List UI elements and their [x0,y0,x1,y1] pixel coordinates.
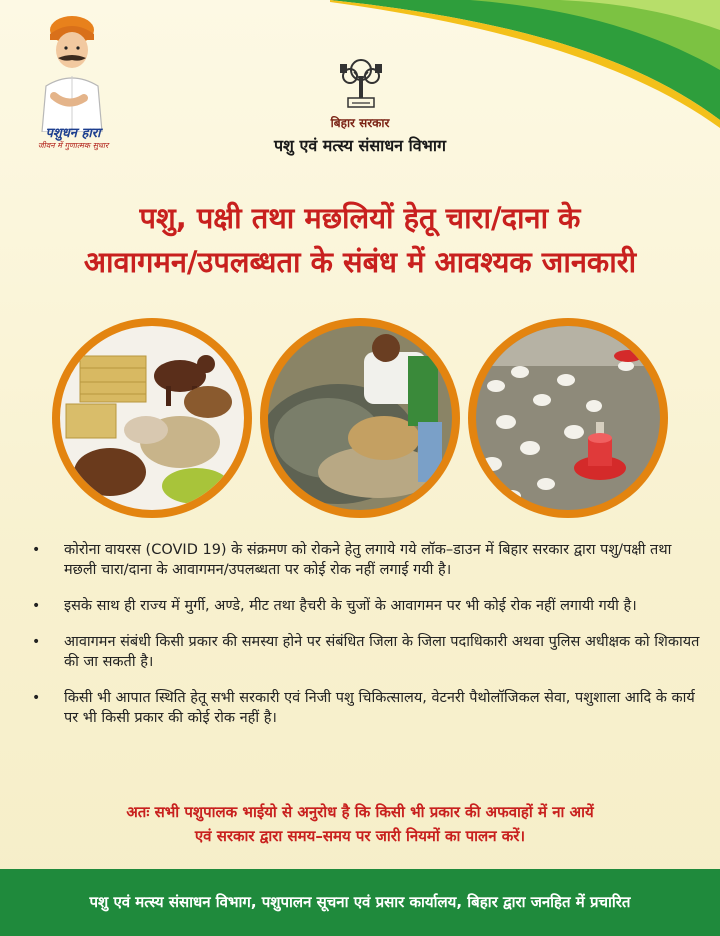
brand-tagline: जीवन में गुणात्मक सुधार [37,141,109,150]
appeal-line-1: अतः सभी पशुपालक भाईयो से अनुरोध है कि किसी भी प्रकार की अफवाहों में ना आयें [126,803,594,821]
fish-feed-photo [260,318,460,518]
brand-block [14,126,132,151]
bullet-item [28,540,700,580]
bullet-text: इसके साथ ही राज्य में मुर्गी, अण्डे, मीट तथा हैचरी के चुजों के आवागमन पर भी कोई रोक नहीं लगायी गयी है। [64,598,637,614]
bullet-item [28,632,700,672]
title-line-2: आवागमन/उपलब्धता के संबंध में आवश्यक जानकारी [83,245,637,279]
bullet-item [28,688,700,728]
main-title [10,196,710,284]
bullet-text: आवागमन संबंधी किसी प्रकार की समस्या होने पर संबंधित जिला के जिला पदाधिकारी अथवा पुलिस अधीक्षक को शिकायत की जा सकती है। [64,634,700,670]
bullet-dot: • [32,542,41,558]
footer-bar [0,869,720,936]
brand-name: पशुधन हारा [45,126,101,141]
info-bullet-list [28,540,700,744]
bullet-text: किसी भी आपात स्थिति हेतू सभी सरकारी एवं निजी पशु चिकित्सालय, वेटनरी पैथोलॉजिकल सेवा, पशुशाला आदि के कार्य पर भी किसी प्रकार की कोई रोक नहीं है। [64,690,695,726]
bihar-govt-emblem [334,56,388,114]
appeal-text [60,800,660,848]
bullet-item [28,596,700,616]
title-line-1: पशु, पक्षी तथा मछलियों हेतू चारा/दाना के [139,201,581,235]
bullet-dot: • [32,690,41,706]
poultry-farm-photo [468,318,668,518]
farmer-mascot-illustration [24,12,120,132]
bullet-dot: • [32,598,41,614]
appeal-line-2: एवं सरकार द्वारा समय–समय पर जारी नियमों का पालन करें। [194,827,526,845]
fodder-and-feed-photo [52,318,252,518]
department-name: पशु एवं मत्स्य संसाधन विभाग [273,136,447,155]
footer-text: पशु एवं मत्स्य संसाधन विभाग, पशुपालन सूचना एवं प्रसार कार्यालय, बिहार द्वारा जनहित में प्रचारित [89,893,631,911]
bullet-text: कोरोना वायरस (COVID 19) के संक्रमण को रोकने हेतु लगाये गये लॉक–डाउन में बिहार सरकार द्वारा पशु/पक्षी तथा मछली चारा/दाना के आवागमन/उपलब्धता पर कोई रोक नहीं लगाई गयी है। [64,542,672,578]
govt-name: बिहार सरकार [330,116,390,130]
bullet-dot: • [32,634,41,650]
